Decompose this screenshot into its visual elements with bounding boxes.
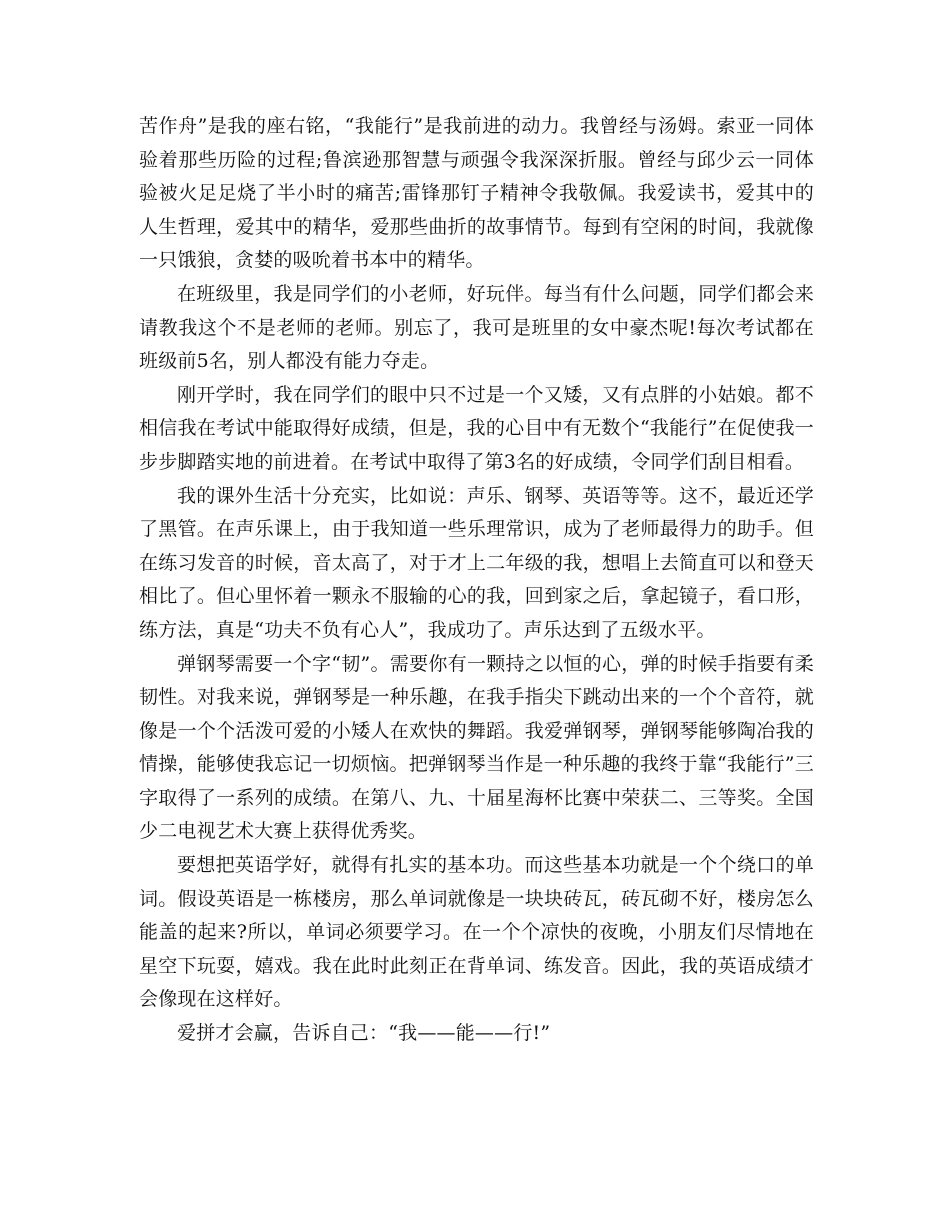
paragraph-class-teacher: 在班级里，我是同学们的小老师，好玩伴。每当有什么问题，同学们都会来请教我这个不是老师的老师。别忘了，我可是班里的女中豪杰呢!每次考试都在班级前5名，别人都没有能力夺走。 [139, 282, 814, 373]
paragraph-school-start: 刚开学时，我在同学们的眼中只不过是一个又矮，又有点胖的小姑娘。都不相信我在考试中能取得好成绩，但是，我的心目中有无数个“我能行”在促使我一步步脚踏实地的前进着。在考试中取得了第3名的好成绩，令同学们刮目相看。 [139, 383, 814, 473]
paragraph-continuation: 苦作舟”是我的座右铭，“我能行”是我前进的动力。我曾经与汤姆。索亚一同体验着那些历险的过程;鲁滨逊那智慧与顽强令我深深折服。曾经与邱少云一同体验被火足足烧了半小时的痛苦;雷锋那钉子精神令我敬佩。我爱读书，爱其中的人生哲理，爱其中的精华，爱那些曲折的故事情节。每到有空闲的时间，我就像一只饿狼，贪婪的吸吮着书本中的精华。 [139, 115, 814, 272]
paragraph-conclusion: 爱拼才会赢，告诉自己：“我——能——行!” [177, 1022, 551, 1045]
paragraph-piano: 弹钢琴需要一个字“韧”。需要你有一颗持之以恒的心，弹的时候手指要有柔韧性。对我来说，弹钢琴是一种乐趣，在我手指尖下跳动出来的一个个音符，就像是一个个活泼可爱的小矮人在欢快的舞蹈。我爱弹钢琴，弹钢琴能够陶冶我的情操，能够使我忘记一切烦恼。把弹钢琴当作是一种乐趣的我终于靠“我能行”三字取得了一系列的成绩。在第八、九、十届星海杯比赛中荣获二、三等奖。全国少二电视艺术大赛上获得优秀奖。 [139, 652, 814, 843]
essay-body [139, 110, 814, 1051]
paragraph-extracurricular: 我的课外生活十分充实，比如说：声乐、钢琴、英语等等。这不，最近还学了黑管。在声乐课上，由于我知道一些乐理常识，成为了老师最得力的助手。但在练习发音的时候，音太高了，对于才上二年级的我，想唱上去简直可以和登天相比了。但心里怀着一颗永不服输的心的我，回到家之后，拿起镜子，看口形，练方法，真是“功夫不负有心人”，我成功了。声乐达到了五级水平。 [139, 484, 814, 641]
paragraph-english: 要想把英语学好，就得有扎实的基本功。而这些基本功就是一个个绕口的单词。假设英语是一栋楼房，那么单词就像是一块块砖瓦，砖瓦砌不好，楼房怎么能盖的起来?所以，单词必须要学习。在一个个凉快的夜晚，小朋友们尽情地在星空下玩耍，嬉戏。我在此时此刻正在背单词、练发音。因此，我的英语成绩才会像现在这样好。 [139, 854, 814, 1011]
